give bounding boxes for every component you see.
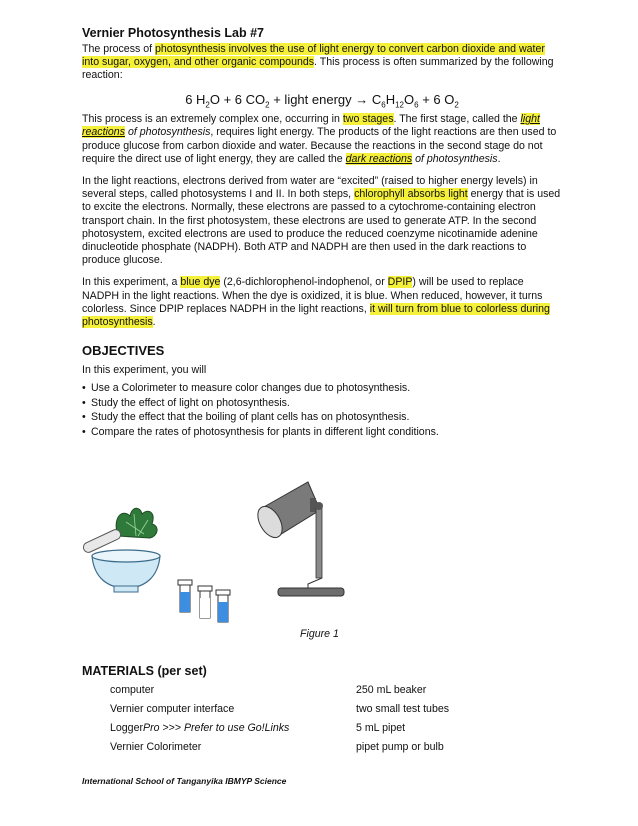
cuvettes-icon (178, 580, 230, 622)
material-item: computer (110, 683, 155, 696)
para-text: of photosynthesis (412, 152, 498, 165)
term-dark-reactions: dark reactions (345, 152, 413, 165)
eq-sub: 12 (395, 100, 404, 110)
para-text: energy that is used to excite the electrons. Normally, these electrons are passed to a cytochrome-containing electron transport chain. In the first photosystem, these electrons are used to generate ATP. In the second photosystem, excited electrons are used to produce the reduced coenzyme nicotinamide adenine dinucleotide phosphate (NADPH). Both ATP and NADPH are then used in the dark reactions to produce glucose. (82, 188, 561, 267)
bullet-icon: • (82, 425, 86, 438)
objectives-list (82, 381, 562, 439)
eq-part: H (385, 91, 396, 107)
eq-sub: 2 (454, 100, 459, 110)
eq-sub: 6 (414, 100, 419, 110)
eq-sub: 2 (265, 100, 270, 110)
objective-text: Compare the rates of photosynthesis for plants in different light conditions. (91, 425, 439, 438)
para-text: In the light reactions, electrons derived from water are “excited” (raised to higher energy levels) in several steps, called photosystems I and II. In both steps, (82, 175, 538, 201)
materials-row (110, 737, 530, 756)
para-text: In this experiment, a (82, 276, 181, 289)
objectives-lead: In this experiment, you will (82, 364, 207, 377)
stages-paragraph (82, 113, 562, 166)
materials-row (110, 699, 530, 718)
list-item (82, 410, 562, 425)
pro-text: Pro (143, 721, 160, 734)
para-text: . (152, 316, 156, 329)
document-page (82, 26, 562, 439)
material-item (110, 722, 356, 734)
mortar-pestle-icon (82, 508, 160, 592)
figure-illustration (82, 478, 562, 648)
para-text: (2,6-dichlorophenol-indophenol, or (220, 276, 388, 289)
bullet-icon: • (82, 382, 86, 395)
highlight-two-stages: two stages (342, 113, 394, 126)
objective-text: Study the effect that the boiling of plant cells has on photosynthesis. (91, 411, 410, 424)
highlight-chlorophyll: chlorophyll absorbs light (354, 188, 468, 201)
eq-sub: 2 (205, 100, 210, 110)
intro-paragraph (82, 43, 562, 83)
term-light-reactions: light reactions (82, 113, 540, 139)
objectives-heading: OBJECTIVES (82, 343, 165, 359)
logger-text: Logger (110, 721, 143, 734)
para-text: of photosynthesis (125, 126, 211, 139)
page-footer: International School of Tanganyika IBMYP Science (82, 776, 287, 786)
material-item: Vernier computer interface (110, 702, 235, 715)
highlight-color-change: it will turn from blue to colorless during photosynthesis (82, 302, 550, 329)
light-reactions-paragraph (82, 175, 562, 267)
photosynthesis-equation (82, 92, 562, 110)
para-text: . (497, 152, 501, 165)
golinks-note: Prefer to use Go!Links (183, 721, 290, 734)
intro-text-post: . This process is often summarized by the following reaction: (82, 56, 554, 82)
material-item: pipet pump or bulb (356, 740, 444, 753)
intro-text-pre: The process of (82, 43, 156, 55)
highlight-blue-dye: blue dye (180, 276, 221, 289)
highlight-dpip: DPIP (387, 276, 413, 289)
lamp-icon (253, 482, 344, 596)
bullet-icon: • (82, 396, 86, 409)
arrow-text: >>> (159, 721, 184, 734)
materials-list (110, 680, 530, 756)
eq-part: O (404, 91, 415, 107)
eq-part: O + 6 CO (209, 91, 266, 107)
intro-highlight: photosynthesis involves the use of light energy to convert carbon dioxide and water into sugar, oxygen, and other organic compounds (82, 43, 545, 69)
materials-row (110, 718, 530, 737)
material-item: two small test tubes (356, 702, 450, 715)
list-item (82, 396, 562, 411)
page-title: Vernier Photosynthesis Lab #7 (82, 26, 265, 40)
eq-sub: 6 (381, 100, 386, 110)
para-text: , requires light energy. The products of the light reactions are then used to produce glucose from carbon dioxide and water. Because the reactions in the second stage do not require the direct use of light energy, they are called the (82, 126, 557, 165)
materials-heading: MATERIALS (per set) (82, 664, 207, 678)
material-item: 5 mL pipet (356, 721, 406, 734)
para-text: . The first stage, called the (393, 113, 521, 126)
experiment-paragraph (82, 276, 562, 329)
objective-text: Study the effect of light on photosynthesis. (91, 396, 290, 409)
list-item (82, 425, 562, 440)
para-text: This process is an extremely complex one, occurring in (82, 113, 343, 126)
para-text: ) will be used to replace NADPH in the light reactions. When the dye is oxidized, it is blue. When reduced, however, it turns colorless. Since DPIP replaces NADPH in the light reactions, (82, 276, 543, 315)
eq-part: + 6 O (418, 91, 455, 107)
bullet-icon: • (82, 411, 86, 424)
materials-row (110, 680, 530, 699)
figure-caption: Figure 1 (300, 628, 339, 640)
objective-text: Use a Colorimeter to measure color changes due to photosynthesis. (91, 382, 411, 395)
eq-part: 6 H (185, 91, 206, 107)
eq-part: + light energy → C (269, 91, 382, 107)
list-item (82, 381, 562, 396)
material-item: 250 mL beaker (356, 683, 427, 696)
material-item: Vernier Colorimeter (110, 740, 202, 753)
